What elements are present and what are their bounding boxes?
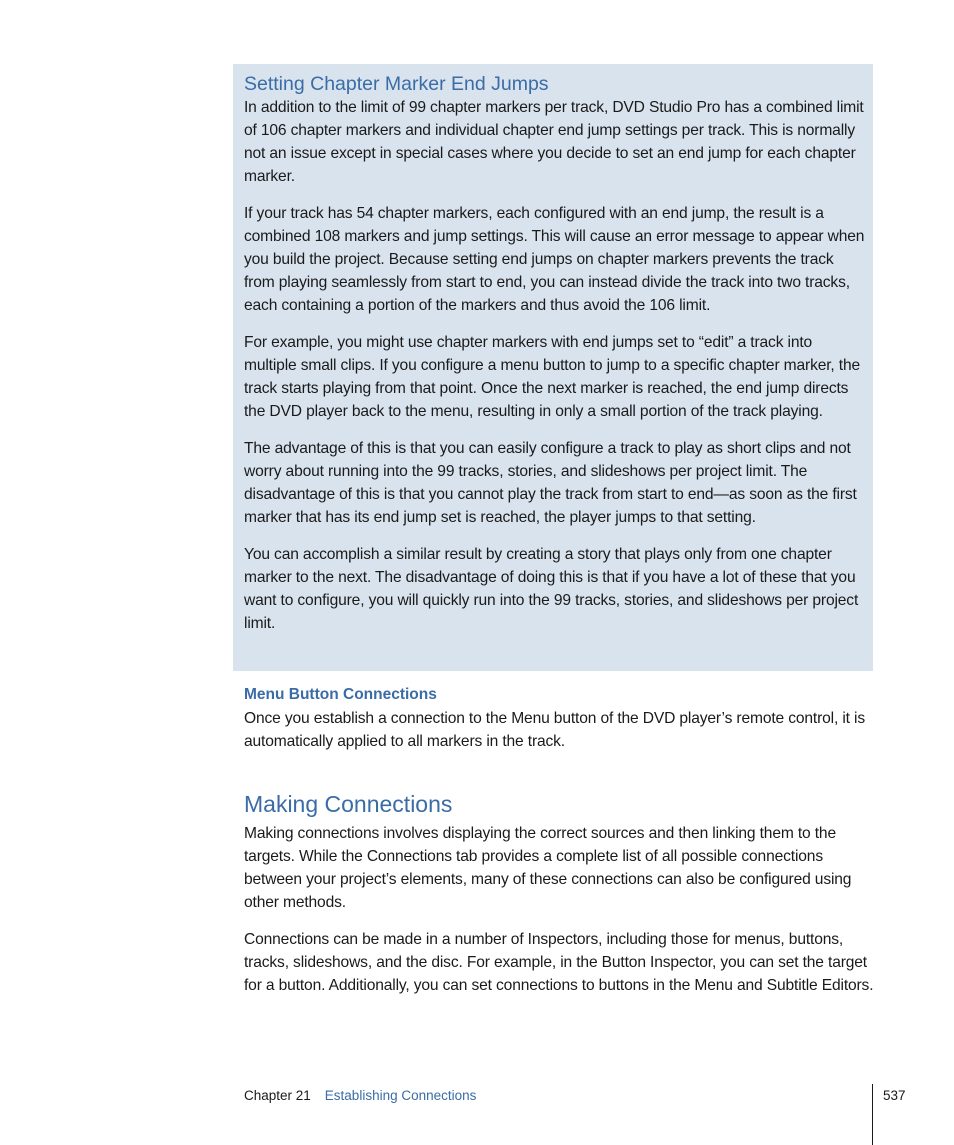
footer-chapter-title: Establishing Connections: [324, 1088, 477, 1103]
sidebar-paragraph: In addition to the limit of 99 chapter markers per track, DVD Studio Pro has a combined limit of 106 chapter markers and individual chapter end jump settings per track. This is normally not an issue except in special cases where you decide to set an end jump for each chapter marker.: [244, 99, 864, 185]
footer-divider: [872, 1084, 873, 1145]
making-connections-paragraph: Making connections involves displaying the correct sources and then linking them to the targets. While the Connections tab provides a complete list of all possible connections between your project’s elements, many of these connections can also be configured using other methods.: [244, 825, 852, 911]
sidebar-title: Setting Chapter Marker End Jumps: [244, 73, 549, 95]
making-connections-paragraph: Connections can be made in a number of Inspectors, including those for menus, buttons, tracks, slideshows, and the disc. For example, in the Button Inspector, you can set the target for a button. Additionally, you can set connections to buttons in the Menu and Subtitle Editors.: [244, 931, 874, 994]
sidebar-paragraph: You can accomplish a similar result by creating a story that plays only from one chapter marker to the next. The disadvantage of doing this is that if you have a lot of these that you want to configure, you will quickly run into the 99 tracks, stories, and slideshows per project limit.: [244, 546, 859, 632]
menu-button-connections-paragraph: Once you establish a connection to the Menu button of the DVD player’s remote control, it is automatically applied to all markers in the track.: [244, 710, 865, 750]
page-footer: [244, 1086, 906, 1106]
footer-chapter-number: Chapter 21: [244, 1088, 311, 1103]
sidebar-paragraph: For example, you might use chapter markers with end jumps set to “edit” a track into multiple small clips. If you configure a menu button to jump to a specific chapter marker, the track starts playing from that point. Once the next marker is reached, the end jump directs the DVD player back to the menu, resulting in only a small portion of the track playing.: [244, 334, 861, 420]
sidebar-paragraph: The advantage of this is that you can easily configure a track to play as short clips and not worry about running into the 99 tracks, stories, and slideshows per project limit. The disadvantage of this is that you cannot play the track from start to end—as soon as the first marker that has its end jump set is reached, the player jumps to that setting.: [244, 440, 857, 526]
menu-button-connections-heading: Menu Button Connections: [244, 686, 437, 703]
making-connections-heading: Making Connections: [244, 791, 453, 817]
making-connections-section: [244, 788, 874, 1011]
page-number: 537: [883, 1088, 906, 1103]
sidebar-content: [244, 72, 866, 649]
sidebar-paragraph: If your track has 54 chapter markers, each configured with an end jump, the result is a combined 108 markers and jump settings. This will cause an error message to appear when you build the project. Because setting end jumps on chapter markers prevents the track from playing seamlessly from start to end, you can instead divide the track into two tracks, each containing a portion of the markers and thus avoid the 106 limit.: [244, 205, 865, 314]
menu-button-connections-section: [244, 684, 874, 767]
